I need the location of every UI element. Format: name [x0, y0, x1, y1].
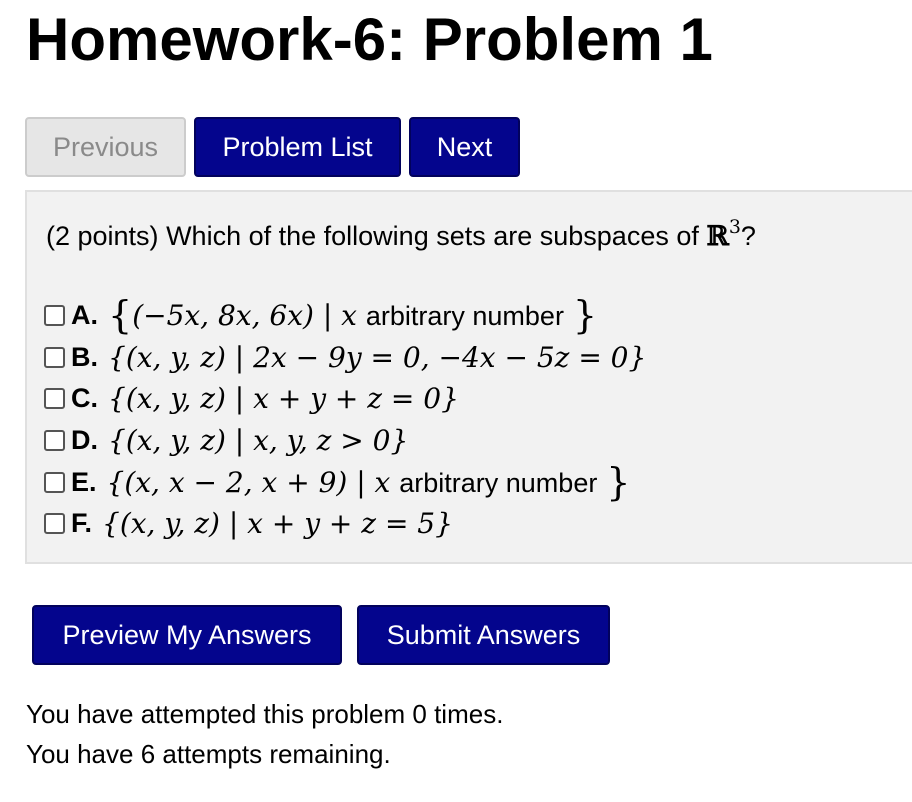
question-end: ?	[740, 221, 756, 251]
option-a	[44, 295, 646, 337]
option-c-letter: C.	[71, 383, 98, 414]
option-c	[44, 378, 646, 420]
option-a-set: {(−5x, 8x, 6x) | x arbitrary number }	[108, 293, 598, 338]
option-d-letter: D.	[71, 425, 98, 456]
option-d	[44, 420, 646, 462]
problem-box	[25, 190, 912, 564]
space-symbol	[706, 216, 741, 252]
next-button[interactable]: Next	[409, 117, 520, 177]
option-f-letter: F.	[71, 508, 93, 539]
question-text	[46, 216, 756, 257]
option-e	[44, 461, 646, 503]
attempt-status	[26, 694, 503, 774]
preview-answers-button[interactable]: Preview My Answers	[32, 605, 342, 665]
space-exponent: 3	[728, 216, 741, 238]
real-numbers-symbol: ℝ	[706, 221, 729, 252]
option-e-close: }	[606, 459, 631, 504]
problem-list-button[interactable]: Problem List	[194, 117, 401, 177]
option-b-letter: B.	[71, 341, 98, 372]
option-d-checkbox[interactable]	[44, 430, 65, 451]
option-b-checkbox[interactable]	[44, 347, 65, 368]
option-f-checkbox[interactable]	[44, 513, 65, 534]
option-e-set	[106, 459, 631, 504]
option-e-text: arbitrary number	[399, 467, 598, 498]
option-d-set: {(x, y, z) | x, y, z > 0}	[108, 424, 409, 458]
answer-options	[44, 295, 646, 545]
question-body: Which of the following sets are subspaces of	[166, 221, 699, 251]
option-c-checkbox[interactable]	[44, 388, 65, 409]
previous-button[interactable]: Previous	[25, 117, 186, 177]
option-b-set: {(x, y, z) | 2x − 9y = 0, −4x − 5z = 0}	[108, 340, 647, 374]
option-b	[44, 337, 646, 379]
attempts-remaining-text: You have 6 attempts remaining.	[26, 739, 391, 769]
option-f	[44, 503, 646, 545]
option-a-text: arbitrary number	[365, 301, 564, 332]
option-c-set: {(x, y, z) | x + y + z = 0}	[108, 382, 459, 416]
option-a-checkbox[interactable]	[44, 305, 65, 326]
option-e-letter: E.	[71, 466, 97, 497]
points-label: (2 points)	[46, 221, 159, 251]
option-e-checkbox[interactable]	[44, 472, 65, 493]
option-a-letter: A.	[71, 300, 98, 331]
attempted-count-text: You have attempted this problem 0 times.	[26, 699, 504, 729]
option-f-set: {(x, y, z) | x + y + z = 5}	[102, 507, 453, 541]
submit-answers-button[interactable]: Submit Answers	[357, 605, 610, 665]
option-e-set-math: {(x, x − 2, x + 9) | x	[106, 465, 391, 499]
page-title: Homework-6: Problem 1	[26, 6, 713, 73]
